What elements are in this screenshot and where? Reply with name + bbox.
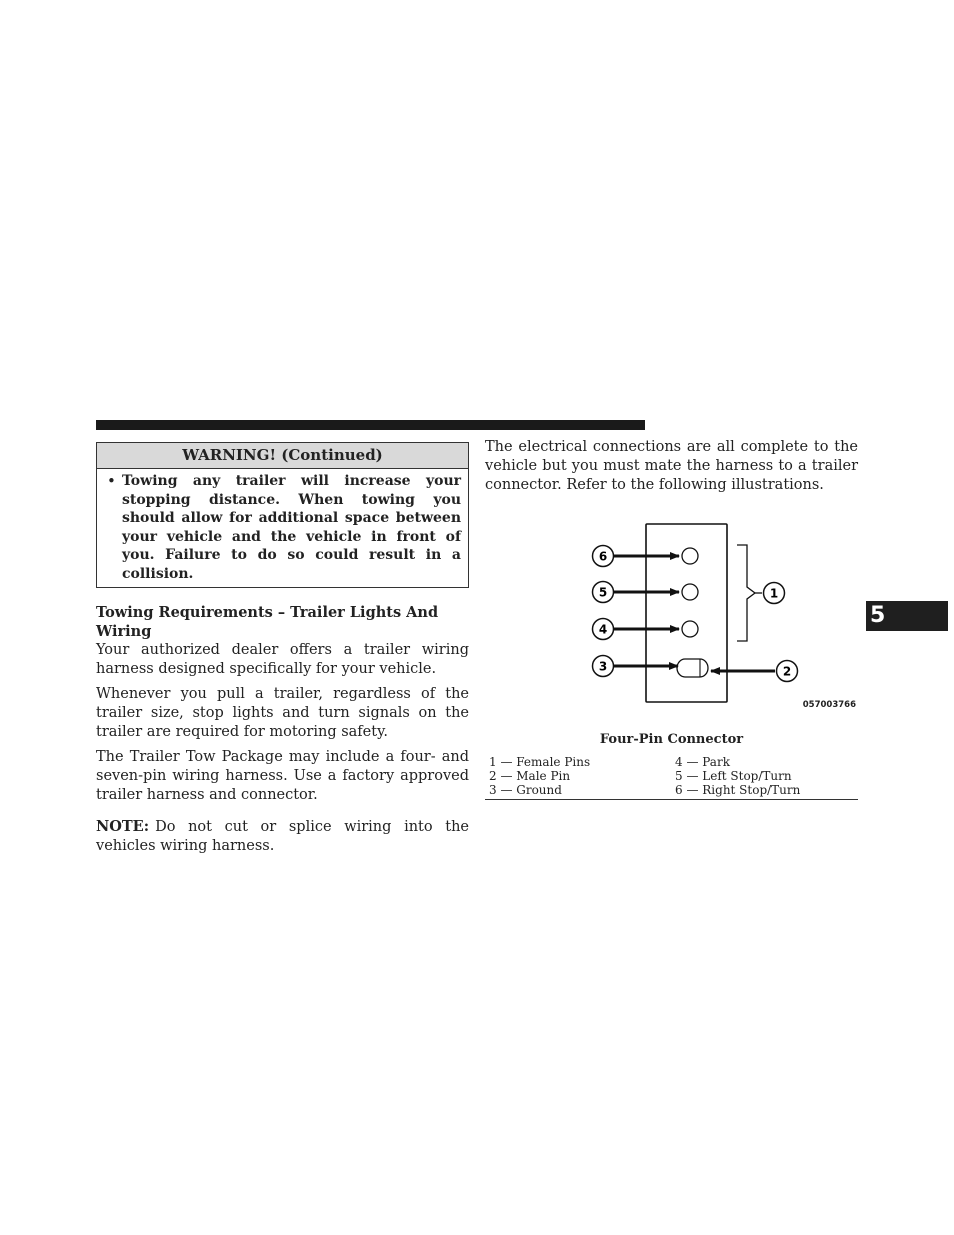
figure-legend: [485, 749, 858, 800]
section-heading: Towing Requirements – Trailer Lights And Wiring: [96, 604, 439, 640]
paragraph-safety: Whenever you pull a trailer, regardless of the trailer size, stop lights and turn signals on the trailer are required for motoring safety.: [96, 686, 469, 740]
four-pin-connector-diagram: [485, 507, 858, 727]
svg-text:1: 1: [769, 586, 779, 601]
pin-female-6: [682, 548, 698, 564]
svg-text:3: 3: [598, 659, 608, 674]
callout-5: [593, 582, 614, 603]
svg-text:6: 6: [598, 549, 608, 564]
pin-female-5: [682, 584, 698, 600]
callout-2: [777, 661, 798, 682]
legend-item: 5 — Left Stop/Turn: [675, 769, 792, 783]
warning-title: WARNING! (Continued): [97, 443, 468, 469]
callout-4: [593, 619, 614, 640]
warning-body: [97, 469, 468, 587]
legend-item: 3 — Ground: [489, 783, 562, 797]
top-rule-bar: [96, 420, 645, 430]
legend-item: 2 — Male Pin: [489, 769, 571, 783]
left-column: [96, 442, 469, 862]
warning-text: Towing any trailer will increase your stopping distance. When towing you should allow for additional space between your vehicle and the vehicle in front of you. Failure to do so could result in a collision.: [122, 473, 461, 582]
legend-item: 4 — Park: [675, 755, 730, 769]
figure-id: 057003766: [802, 700, 856, 710]
callout-1: [764, 583, 785, 604]
warning-box: [96, 442, 469, 588]
note-text: Do not cut or splice wiring into the vehicles wiring harness.: [96, 819, 469, 854]
svg-text:5: 5: [598, 585, 608, 600]
chapter-tab: 5: [866, 601, 948, 631]
svg-text:2: 2: [782, 664, 792, 679]
note-label: NOTE:: [96, 818, 150, 835]
figure-caption: Four-Pin Connector: [599, 732, 744, 747]
note-paragraph: [96, 817, 469, 856]
pin-female-4: [682, 621, 698, 637]
callout-6: [593, 546, 614, 567]
svg-text:4: 4: [598, 622, 608, 637]
legend-item: 1 — Female Pins: [489, 755, 591, 769]
bullet-icon: •: [107, 472, 116, 490]
callout-3: [593, 656, 614, 677]
paragraph-package: The Trailer Tow Package may include a four- and seven-pin wiring harness. Use a factory approved trailer harness and connector.: [96, 749, 469, 803]
connector-body: [646, 524, 727, 702]
right-column: [485, 438, 858, 800]
intro-paragraph: The electrical connections are all complete to the vehicle but you must mate the harness to a trailer connector. Refer to the following illustrations.: [485, 439, 858, 493]
connector-figure: [485, 507, 858, 727]
pin-male: [677, 659, 708, 677]
paragraph-dealer: Your authorized dealer offers a trailer wiring harness designed specifically for your vehicle.: [96, 642, 469, 677]
bracket: [737, 545, 755, 641]
legend-item: 6 — Right Stop/Turn: [675, 783, 801, 797]
